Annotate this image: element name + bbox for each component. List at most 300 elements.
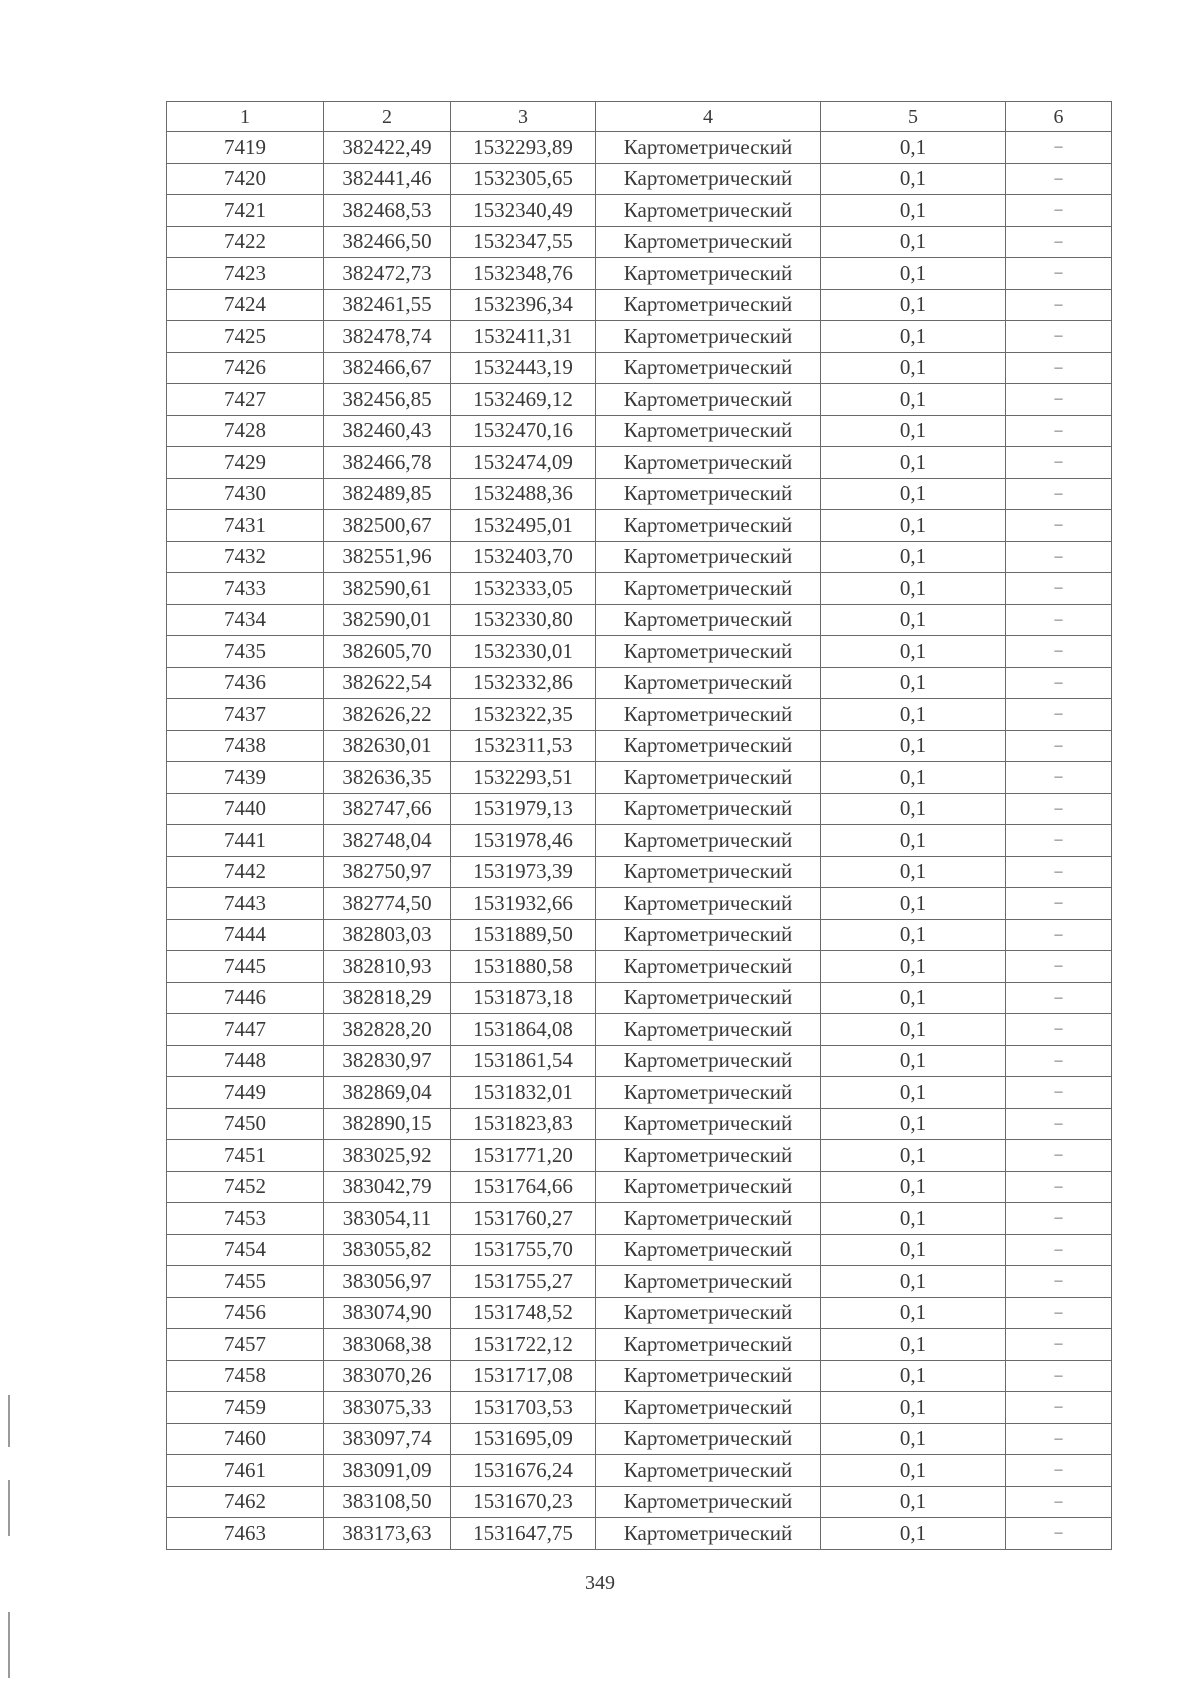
point-number-cell: 7434 xyxy=(167,604,324,636)
y-coordinate-cell: 1531978,46 xyxy=(451,825,596,857)
method-cell: Картометрический xyxy=(596,730,821,762)
x-coordinate-cell: 383025,92 xyxy=(324,1140,451,1172)
point-number-cell: 7450 xyxy=(167,1108,324,1140)
accuracy-cell: 0,1 xyxy=(821,730,1006,762)
table-row xyxy=(167,1297,1112,1329)
point-number-cell: 7433 xyxy=(167,573,324,605)
y-coordinate-cell: 1532311,53 xyxy=(451,730,596,762)
accuracy-cell: 0,1 xyxy=(821,289,1006,321)
accuracy-cell: 0,1 xyxy=(821,1171,1006,1203)
table-row xyxy=(167,1455,1112,1487)
method-cell: Картометрический xyxy=(596,541,821,573)
x-coordinate-cell: 382636,35 xyxy=(324,762,451,794)
note-cell: – xyxy=(1006,289,1112,321)
y-coordinate-cell: 1532293,51 xyxy=(451,762,596,794)
y-coordinate-cell: 1531979,13 xyxy=(451,793,596,825)
column-header: 4 xyxy=(596,102,821,132)
point-number-cell: 7454 xyxy=(167,1234,324,1266)
x-coordinate-cell: 382830,97 xyxy=(324,1045,451,1077)
point-number-cell: 7420 xyxy=(167,163,324,195)
method-cell: Картометрический xyxy=(596,415,821,447)
table-row xyxy=(167,1266,1112,1298)
method-cell: Картометрический xyxy=(596,636,821,668)
table-row xyxy=(167,919,1112,951)
y-coordinate-cell: 1531647,75 xyxy=(451,1518,596,1550)
method-cell: Картометрический xyxy=(596,1108,821,1140)
table-row xyxy=(167,730,1112,762)
x-coordinate-cell: 382605,70 xyxy=(324,636,451,668)
method-cell: Картометрический xyxy=(596,163,821,195)
note-cell: – xyxy=(1006,919,1112,951)
note-cell: – xyxy=(1006,856,1112,888)
accuracy-cell: 0,1 xyxy=(821,793,1006,825)
point-number-cell: 7428 xyxy=(167,415,324,447)
accuracy-cell: 0,1 xyxy=(821,1203,1006,1235)
point-number-cell: 7456 xyxy=(167,1297,324,1329)
note-cell: – xyxy=(1006,730,1112,762)
y-coordinate-cell: 1532411,31 xyxy=(451,321,596,353)
y-coordinate-cell: 1532293,89 xyxy=(451,132,596,164)
column-header: 5 xyxy=(821,102,1006,132)
note-cell: – xyxy=(1006,541,1112,573)
x-coordinate-cell: 383055,82 xyxy=(324,1234,451,1266)
accuracy-cell: 0,1 xyxy=(821,1266,1006,1298)
x-coordinate-cell: 382774,50 xyxy=(324,888,451,920)
x-coordinate-cell: 382472,73 xyxy=(324,258,451,290)
y-coordinate-cell: 1531764,66 xyxy=(451,1171,596,1203)
note-cell: – xyxy=(1006,1392,1112,1424)
scan-edge-mark xyxy=(8,1395,10,1447)
y-coordinate-cell: 1532495,01 xyxy=(451,510,596,542)
note-cell: – xyxy=(1006,510,1112,542)
accuracy-cell: 0,1 xyxy=(821,636,1006,668)
note-cell: – xyxy=(1006,1203,1112,1235)
method-cell: Картометрический xyxy=(596,699,821,731)
table-row xyxy=(167,447,1112,479)
accuracy-cell: 0,1 xyxy=(821,195,1006,227)
table-row xyxy=(167,1171,1112,1203)
x-coordinate-cell: 383097,74 xyxy=(324,1423,451,1455)
table-row xyxy=(167,226,1112,258)
method-cell: Картометрический xyxy=(596,447,821,479)
table-row xyxy=(167,762,1112,794)
y-coordinate-cell: 1531717,08 xyxy=(451,1360,596,1392)
table-row xyxy=(167,951,1112,983)
table-row xyxy=(167,132,1112,164)
x-coordinate-cell: 382747,66 xyxy=(324,793,451,825)
table-row xyxy=(167,573,1112,605)
x-coordinate-cell: 382890,15 xyxy=(324,1108,451,1140)
point-number-cell: 7431 xyxy=(167,510,324,542)
y-coordinate-cell: 1531932,66 xyxy=(451,888,596,920)
method-cell: Картометрический xyxy=(596,888,821,920)
accuracy-cell: 0,1 xyxy=(821,1455,1006,1487)
point-number-cell: 7438 xyxy=(167,730,324,762)
x-coordinate-cell: 383056,97 xyxy=(324,1266,451,1298)
point-number-cell: 7426 xyxy=(167,352,324,384)
point-number-cell: 7447 xyxy=(167,1014,324,1046)
y-coordinate-cell: 1531873,18 xyxy=(451,982,596,1014)
x-coordinate-cell: 382466,67 xyxy=(324,352,451,384)
table-row xyxy=(167,384,1112,416)
method-cell: Картометрический xyxy=(596,195,821,227)
note-cell: – xyxy=(1006,478,1112,510)
y-coordinate-cell: 1531722,12 xyxy=(451,1329,596,1361)
note-cell: – xyxy=(1006,1108,1112,1140)
note-cell: – xyxy=(1006,1234,1112,1266)
y-coordinate-cell: 1531703,53 xyxy=(451,1392,596,1424)
note-cell: – xyxy=(1006,573,1112,605)
accuracy-cell: 0,1 xyxy=(821,699,1006,731)
accuracy-cell: 0,1 xyxy=(821,919,1006,951)
table-row xyxy=(167,699,1112,731)
method-cell: Картометрический xyxy=(596,856,821,888)
y-coordinate-cell: 1531832,01 xyxy=(451,1077,596,1109)
table-row xyxy=(167,1360,1112,1392)
x-coordinate-cell: 382590,01 xyxy=(324,604,451,636)
accuracy-cell: 0,1 xyxy=(821,1077,1006,1109)
note-cell: – xyxy=(1006,321,1112,353)
method-cell: Картометрический xyxy=(596,321,821,353)
table-row xyxy=(167,163,1112,195)
method-cell: Картометрический xyxy=(596,825,821,857)
x-coordinate-cell: 382828,20 xyxy=(324,1014,451,1046)
note-cell: – xyxy=(1006,415,1112,447)
x-coordinate-cell: 382622,54 xyxy=(324,667,451,699)
y-coordinate-cell: 1532396,34 xyxy=(451,289,596,321)
note-cell: – xyxy=(1006,1077,1112,1109)
method-cell: Картометрический xyxy=(596,1234,821,1266)
accuracy-cell: 0,1 xyxy=(821,825,1006,857)
table-row xyxy=(167,1423,1112,1455)
accuracy-cell: 0,1 xyxy=(821,384,1006,416)
method-cell: Картометрический xyxy=(596,1045,821,1077)
point-number-cell: 7461 xyxy=(167,1455,324,1487)
accuracy-cell: 0,1 xyxy=(821,1329,1006,1361)
table-row xyxy=(167,1329,1112,1361)
y-coordinate-cell: 1532305,65 xyxy=(451,163,596,195)
x-coordinate-cell: 382500,67 xyxy=(324,510,451,542)
column-header: 3 xyxy=(451,102,596,132)
table-row xyxy=(167,1203,1112,1235)
x-coordinate-cell: 382630,01 xyxy=(324,730,451,762)
table-row xyxy=(167,667,1112,699)
table-row xyxy=(167,1392,1112,1424)
x-coordinate-cell: 382551,96 xyxy=(324,541,451,573)
table-row xyxy=(167,793,1112,825)
note-cell: – xyxy=(1006,1014,1112,1046)
scan-edge-mark xyxy=(8,1480,10,1536)
y-coordinate-cell: 1531880,58 xyxy=(451,951,596,983)
table-row xyxy=(167,982,1112,1014)
point-number-cell: 7432 xyxy=(167,541,324,573)
point-number-cell: 7444 xyxy=(167,919,324,951)
x-coordinate-cell: 382466,50 xyxy=(324,226,451,258)
point-number-cell: 7449 xyxy=(167,1077,324,1109)
y-coordinate-cell: 1531771,20 xyxy=(451,1140,596,1172)
method-cell: Картометрический xyxy=(596,132,821,164)
point-number-cell: 7429 xyxy=(167,447,324,479)
accuracy-cell: 0,1 xyxy=(821,541,1006,573)
x-coordinate-cell: 382466,78 xyxy=(324,447,451,479)
note-cell: – xyxy=(1006,1297,1112,1329)
note-cell: – xyxy=(1006,1455,1112,1487)
point-number-cell: 7448 xyxy=(167,1045,324,1077)
point-number-cell: 7437 xyxy=(167,699,324,731)
method-cell: Картометрический xyxy=(596,1455,821,1487)
note-cell: – xyxy=(1006,1486,1112,1518)
x-coordinate-cell: 382422,49 xyxy=(324,132,451,164)
x-coordinate-cell: 383075,33 xyxy=(324,1392,451,1424)
accuracy-cell: 0,1 xyxy=(821,1297,1006,1329)
method-cell: Картометрический xyxy=(596,258,821,290)
point-number-cell: 7445 xyxy=(167,951,324,983)
point-number-cell: 7459 xyxy=(167,1392,324,1424)
note-cell: – xyxy=(1006,1140,1112,1172)
x-coordinate-cell: 382810,93 xyxy=(324,951,451,983)
point-number-cell: 7422 xyxy=(167,226,324,258)
method-cell: Картометрический xyxy=(596,1203,821,1235)
accuracy-cell: 0,1 xyxy=(821,163,1006,195)
note-cell: – xyxy=(1006,604,1112,636)
y-coordinate-cell: 1531973,39 xyxy=(451,856,596,888)
method-cell: Картометрический xyxy=(596,604,821,636)
note-cell: – xyxy=(1006,1266,1112,1298)
y-coordinate-cell: 1531889,50 xyxy=(451,919,596,951)
method-cell: Картометрический xyxy=(596,762,821,794)
note-cell: – xyxy=(1006,699,1112,731)
table-row xyxy=(167,289,1112,321)
accuracy-cell: 0,1 xyxy=(821,510,1006,542)
accuracy-cell: 0,1 xyxy=(821,1486,1006,1518)
method-cell: Картометрический xyxy=(596,1486,821,1518)
point-number-cell: 7435 xyxy=(167,636,324,668)
point-number-cell: 7421 xyxy=(167,195,324,227)
x-coordinate-cell: 383108,50 xyxy=(324,1486,451,1518)
method-cell: Картометрический xyxy=(596,1423,821,1455)
point-number-cell: 7442 xyxy=(167,856,324,888)
y-coordinate-cell: 1532330,01 xyxy=(451,636,596,668)
note-cell: – xyxy=(1006,384,1112,416)
table-row xyxy=(167,415,1112,447)
note-cell: – xyxy=(1006,1518,1112,1550)
y-coordinate-cell: 1532469,12 xyxy=(451,384,596,416)
y-coordinate-cell: 1531861,54 xyxy=(451,1045,596,1077)
accuracy-cell: 0,1 xyxy=(821,1234,1006,1266)
table-row xyxy=(167,636,1112,668)
x-coordinate-cell: 382489,85 xyxy=(324,478,451,510)
note-cell: – xyxy=(1006,1360,1112,1392)
table-row xyxy=(167,856,1112,888)
table-header-row xyxy=(167,102,1112,132)
method-cell: Картометрический xyxy=(596,1171,821,1203)
page-number: 349 xyxy=(585,1572,615,1594)
note-cell: – xyxy=(1006,1171,1112,1203)
note-cell: – xyxy=(1006,132,1112,164)
point-number-cell: 7462 xyxy=(167,1486,324,1518)
accuracy-cell: 0,1 xyxy=(821,888,1006,920)
x-coordinate-cell: 383054,11 xyxy=(324,1203,451,1235)
x-coordinate-cell: 382461,55 xyxy=(324,289,451,321)
method-cell: Картометрический xyxy=(596,1518,821,1550)
y-coordinate-cell: 1532443,19 xyxy=(451,352,596,384)
method-cell: Картометрический xyxy=(596,793,821,825)
note-cell: – xyxy=(1006,888,1112,920)
point-number-cell: 7457 xyxy=(167,1329,324,1361)
y-coordinate-cell: 1531695,09 xyxy=(451,1423,596,1455)
accuracy-cell: 0,1 xyxy=(821,951,1006,983)
accuracy-cell: 0,1 xyxy=(821,1014,1006,1046)
accuracy-cell: 0,1 xyxy=(821,1108,1006,1140)
y-coordinate-cell: 1532333,05 xyxy=(451,573,596,605)
note-cell: – xyxy=(1006,636,1112,668)
y-coordinate-cell: 1532348,76 xyxy=(451,258,596,290)
accuracy-cell: 0,1 xyxy=(821,226,1006,258)
note-cell: – xyxy=(1006,667,1112,699)
accuracy-cell: 0,1 xyxy=(821,132,1006,164)
method-cell: Картометрический xyxy=(596,1266,821,1298)
coordinates-table xyxy=(166,101,1112,1550)
point-number-cell: 7463 xyxy=(167,1518,324,1550)
table-row xyxy=(167,478,1112,510)
scan-edge-mark xyxy=(8,1612,10,1678)
accuracy-cell: 0,1 xyxy=(821,982,1006,1014)
point-number-cell: 7460 xyxy=(167,1423,324,1455)
y-coordinate-cell: 1532403,70 xyxy=(451,541,596,573)
note-cell: – xyxy=(1006,1045,1112,1077)
note-cell: – xyxy=(1006,1329,1112,1361)
method-cell: Картометрический xyxy=(596,289,821,321)
y-coordinate-cell: 1531864,08 xyxy=(451,1014,596,1046)
table-row xyxy=(167,1077,1112,1109)
x-coordinate-cell: 382803,03 xyxy=(324,919,451,951)
table-row xyxy=(167,888,1112,920)
accuracy-cell: 0,1 xyxy=(821,1392,1006,1424)
method-cell: Картометрический xyxy=(596,1140,821,1172)
note-cell: – xyxy=(1006,793,1112,825)
x-coordinate-cell: 383070,26 xyxy=(324,1360,451,1392)
y-coordinate-cell: 1531676,24 xyxy=(451,1455,596,1487)
table-row xyxy=(167,1140,1112,1172)
x-coordinate-cell: 382468,53 xyxy=(324,195,451,227)
method-cell: Картометрический xyxy=(596,226,821,258)
table-body xyxy=(167,132,1112,1550)
column-header: 2 xyxy=(324,102,451,132)
method-cell: Картометрический xyxy=(596,573,821,605)
y-coordinate-cell: 1531823,83 xyxy=(451,1108,596,1140)
y-coordinate-cell: 1531755,70 xyxy=(451,1234,596,1266)
note-cell: – xyxy=(1006,226,1112,258)
point-number-cell: 7427 xyxy=(167,384,324,416)
method-cell: Картометрический xyxy=(596,982,821,1014)
y-coordinate-cell: 1532332,86 xyxy=(451,667,596,699)
accuracy-cell: 0,1 xyxy=(821,478,1006,510)
column-header: 6 xyxy=(1006,102,1112,132)
x-coordinate-cell: 382869,04 xyxy=(324,1077,451,1109)
note-cell: – xyxy=(1006,163,1112,195)
point-number-cell: 7439 xyxy=(167,762,324,794)
x-coordinate-cell: 383091,09 xyxy=(324,1455,451,1487)
method-cell: Картометрический xyxy=(596,1297,821,1329)
x-coordinate-cell: 382626,22 xyxy=(324,699,451,731)
table-row xyxy=(167,352,1112,384)
note-cell: – xyxy=(1006,762,1112,794)
y-coordinate-cell: 1532322,35 xyxy=(451,699,596,731)
accuracy-cell: 0,1 xyxy=(821,447,1006,479)
table-row xyxy=(167,1014,1112,1046)
method-cell: Картометрический xyxy=(596,1392,821,1424)
point-number-cell: 7451 xyxy=(167,1140,324,1172)
note-cell: – xyxy=(1006,1423,1112,1455)
x-coordinate-cell: 382818,29 xyxy=(324,982,451,1014)
x-coordinate-cell: 383074,90 xyxy=(324,1297,451,1329)
x-coordinate-cell: 382590,61 xyxy=(324,573,451,605)
note-cell: – xyxy=(1006,982,1112,1014)
x-coordinate-cell: 382748,04 xyxy=(324,825,451,857)
y-coordinate-cell: 1531755,27 xyxy=(451,1266,596,1298)
point-number-cell: 7440 xyxy=(167,793,324,825)
accuracy-cell: 0,1 xyxy=(821,856,1006,888)
accuracy-cell: 0,1 xyxy=(821,352,1006,384)
accuracy-cell: 0,1 xyxy=(821,1518,1006,1550)
x-coordinate-cell: 383068,38 xyxy=(324,1329,451,1361)
accuracy-cell: 0,1 xyxy=(821,321,1006,353)
y-coordinate-cell: 1532488,36 xyxy=(451,478,596,510)
accuracy-cell: 0,1 xyxy=(821,415,1006,447)
point-number-cell: 7452 xyxy=(167,1171,324,1203)
accuracy-cell: 0,1 xyxy=(821,762,1006,794)
point-number-cell: 7436 xyxy=(167,667,324,699)
method-cell: Картометрический xyxy=(596,352,821,384)
point-number-cell: 7441 xyxy=(167,825,324,857)
note-cell: – xyxy=(1006,447,1112,479)
note-cell: – xyxy=(1006,352,1112,384)
table-row xyxy=(167,258,1112,290)
y-coordinate-cell: 1532347,55 xyxy=(451,226,596,258)
table-row xyxy=(167,1486,1112,1518)
table-row xyxy=(167,1108,1112,1140)
accuracy-cell: 0,1 xyxy=(821,1360,1006,1392)
table-row xyxy=(167,541,1112,573)
table-row xyxy=(167,321,1112,353)
note-cell: – xyxy=(1006,195,1112,227)
point-number-cell: 7430 xyxy=(167,478,324,510)
y-coordinate-cell: 1532340,49 xyxy=(451,195,596,227)
y-coordinate-cell: 1532474,09 xyxy=(451,447,596,479)
point-number-cell: 7424 xyxy=(167,289,324,321)
table-row xyxy=(167,1518,1112,1550)
point-number-cell: 7458 xyxy=(167,1360,324,1392)
accuracy-cell: 0,1 xyxy=(821,1140,1006,1172)
method-cell: Картометрический xyxy=(596,1077,821,1109)
table-row xyxy=(167,510,1112,542)
method-cell: Картометрический xyxy=(596,919,821,951)
point-number-cell: 7425 xyxy=(167,321,324,353)
y-coordinate-cell: 1532470,16 xyxy=(451,415,596,447)
point-number-cell: 7423 xyxy=(167,258,324,290)
point-number-cell: 7446 xyxy=(167,982,324,1014)
table-row xyxy=(167,195,1112,227)
accuracy-cell: 0,1 xyxy=(821,604,1006,636)
note-cell: – xyxy=(1006,825,1112,857)
method-cell: Картометрический xyxy=(596,478,821,510)
x-coordinate-cell: 382456,85 xyxy=(324,384,451,416)
column-header: 1 xyxy=(167,102,324,132)
table-row xyxy=(167,825,1112,857)
method-cell: Картометрический xyxy=(596,1329,821,1361)
x-coordinate-cell: 383042,79 xyxy=(324,1171,451,1203)
note-cell: – xyxy=(1006,258,1112,290)
